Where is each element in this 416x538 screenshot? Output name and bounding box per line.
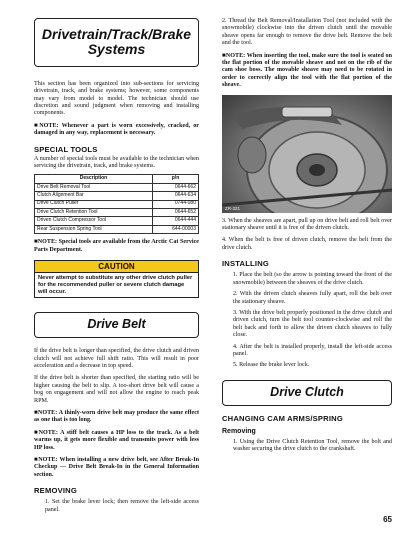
changing-cam-arms-heading: CHANGING CAM ARMS/SPRING <box>222 413 343 423</box>
list-item: 4. After the belt is installed properly, install the left-side access panel. <box>233 343 392 357</box>
table-row <box>35 183 199 191</box>
list-item: 2. With the driven clutch sheaves fully apart, roll the belt over the stationary sheave. <box>233 291 392 305</box>
table-row <box>35 217 199 225</box>
note-stiff-belt: ■NOTE: A stiff belt causes a HP loss to the track. As a belt warms up, it gets more flexible and transmits power with less HP loss. <box>34 429 199 451</box>
step-2-paragraph <box>222 18 392 48</box>
drive-belt-title: Drive Belt <box>34 312 199 338</box>
tool-pn: 0644-662 <box>153 183 199 191</box>
installing-heading: INSTALLING <box>222 259 269 269</box>
table-row <box>35 209 199 217</box>
step-4-paragraph: 4. When the belt is free of driven clutch, remove the belt from the drive clutch. <box>222 237 392 251</box>
removing-heading: REMOVING <box>34 486 77 496</box>
tool-name: Drive Belt Removal Tool <box>35 183 153 191</box>
list-item: 5. Release the brake lever lock. <box>233 362 310 369</box>
tool-name: Drive Clutch Retention Tool <box>35 209 153 217</box>
note-special-tools: ■NOTE: Special tools are available from the Arctic Cat Service Parts Department. <box>34 239 199 253</box>
step-2-text: 2. Thread the Belt Removal/Installation Tool (not included with the snowmobile) clockwise into the driven clutch until the movable sheave opens far enough to remove the drive belt. Remove the belt and the tool. <box>222 18 392 47</box>
drive-clutch-title: Drive Clutch <box>222 380 392 406</box>
tool-name: Clutch Alignment Bar <box>35 192 153 200</box>
clutch-removing-steps <box>222 439 392 454</box>
tool-pn: 0644-444 <box>153 217 199 225</box>
tool-pn: 0644-634 <box>153 192 199 200</box>
chapter-title: Drivetrain/Track/Brake Systems <box>34 18 199 67</box>
list-item: 3. With the drive belt properly positioned in the drive clutch and driven clutch, turn the belt tool counter-clockwise and roll the belt back and forth to allow the driven clutch sheaves to fully close. <box>233 309 392 339</box>
table-row <box>35 200 199 208</box>
table-row <box>35 192 199 200</box>
list-item: 1. Place the belt (so the arrow is pointing toward the front of the snowmobile) between the sheaves of the drive clutch. <box>233 272 392 286</box>
removing-subheading: Removing <box>222 427 256 435</box>
special-tools-text: A number of special tools must be available to the technician when servicing the drivetrain, track, and brake systems. <box>34 155 199 170</box>
intro-paragraph: This section has been organized into sub-sections for servicing drivetrain, track, and brake systems; however, some components may vary from model to model. The technician should use discretion and sound judgment when removing and installing components. <box>34 80 199 117</box>
installing-steps <box>222 272 392 369</box>
table-row <box>35 225 199 233</box>
note-worn-parts: ■NOTE: Whenever a part is worn excessively, cracked, or damaged in any way, replacement is necessary. <box>34 122 199 137</box>
note-insert-tool: ■NOTE: When inserting the tool, make sure the tool is seated on the flat portion of the movable sheave and not on the rib of the cam shoe boss. The movable sheave may need to be rotated in order to correctly align the tool with the flat portion of the sheave. <box>222 52 392 89</box>
table-header-pn: p/n <box>153 175 199 183</box>
table-header-description: Description <box>35 175 153 183</box>
belt-shorter-paragraph: If the drive belt is shorter than specified, the starting ratio will be higher causing the belt to slip. A too-short drive belt will cause a bog on engagement and will not allow the engine to reach peak RPM. <box>34 375 199 404</box>
tool-name: Rear Suspension Spring Tool <box>35 225 153 233</box>
tool-pn: 0644-652 <box>153 209 199 217</box>
special-tools-heading: SPECIAL TOOLS <box>34 144 98 154</box>
caution-heading: CAUTION <box>35 261 198 273</box>
list-item: 1. Using the Drive Clutch Retention Tool, remove the bolt and washer securing the drive clutch to the crankshaft. <box>233 438 392 452</box>
tool-pn: 644-00003 <box>153 225 199 233</box>
left-column <box>34 18 199 514</box>
clutch-photo <box>222 95 392 213</box>
belt-longer-paragraph: If the drive belt is longer than specified, the drive clutch and driven clutch will not achieve full shift ratio. This will result in poor acceleration and a decrease in top speed. <box>34 348 199 369</box>
caution-box <box>34 260 199 298</box>
step-3-paragraph: 3. When the sheaves are apart, pull up on drive belt and roll belt over stationary sheave until it is free of the driven clutch. <box>222 217 392 232</box>
note-new-belt: ■NOTE: When installing a new drive belt, see After Break-In Checkup — Drive Belt Break-In in the General Information section. <box>34 457 199 478</box>
right-column <box>222 18 392 453</box>
removing-steps <box>34 499 199 514</box>
list-item: 1. Set the brake lever lock; then remove the left-side access panel. <box>45 499 199 513</box>
tool-pn: 0744-080 <box>153 200 199 208</box>
tool-name: Driven Clutch Compressor Tool <box>35 217 153 225</box>
photo-code: ZR-321 <box>225 205 241 211</box>
note-thin-belt: ■NOTE: A thinly-worn drive belt may produce the same effect as one that is too long. <box>34 409 199 424</box>
clutch-illustration <box>222 95 392 213</box>
caution-text: Never attempt to substitute any other drive clutch puller for the recommended puller or severe clutch damage will occur. <box>38 274 193 295</box>
special-tools-table <box>34 174 199 234</box>
tool-name: Drive Clutch Puller <box>35 200 153 208</box>
page-number: 65 <box>383 515 392 524</box>
